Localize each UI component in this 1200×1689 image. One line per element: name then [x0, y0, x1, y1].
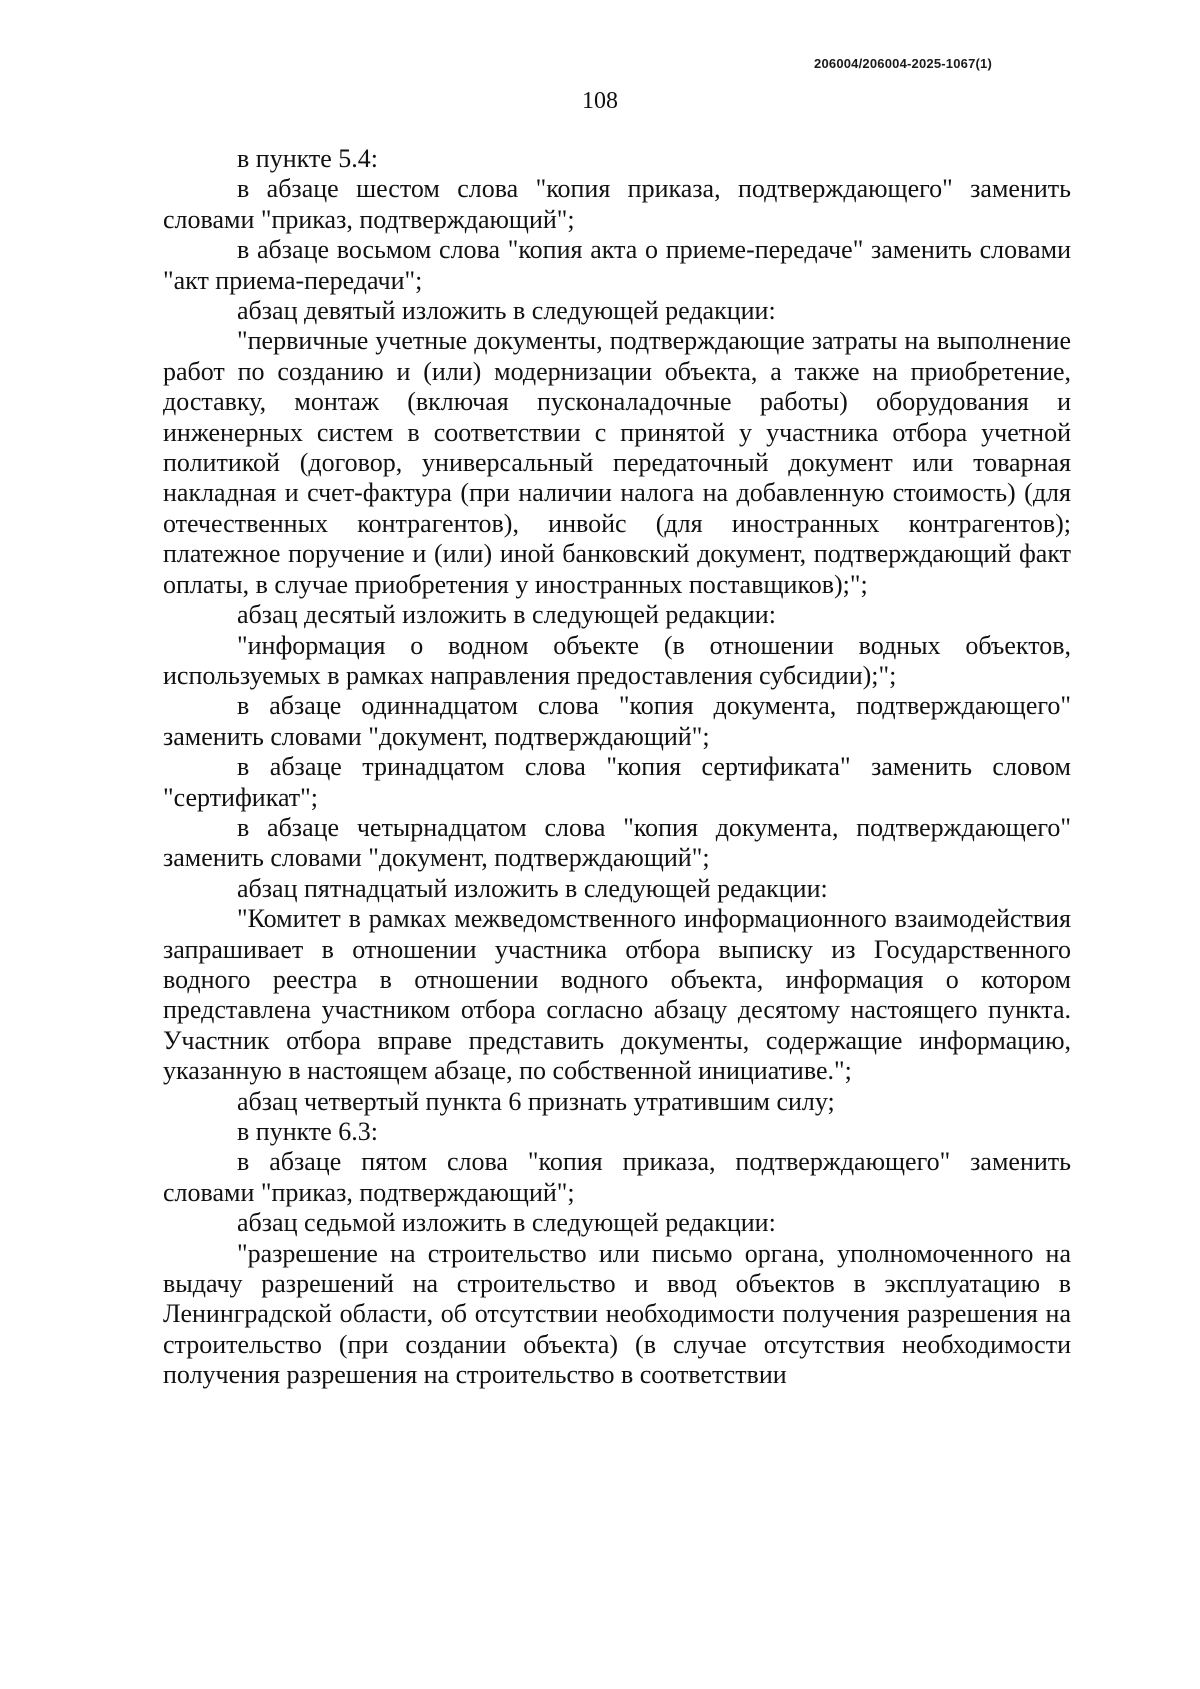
paragraph: абзац девятый изложить в следующей редакции: [237, 296, 776, 326]
paragraph: абзац четвертый пункта 6 признать утратившим силу; [237, 1086, 835, 1116]
paragraph: абзац десятый изложить в следующей редакции: [237, 600, 776, 630]
paragraph: в пункте 5.4: [237, 144, 379, 173]
paragraph: в абзаце одиннадцатом слова "копия документа, подтверждающего" заменить словами "документ, подтверждающий"; [163, 691, 1071, 751]
page-number: 108 [582, 88, 618, 114]
paragraph: в абзаце тринадцатом слова "копия сертификата" заменить словом "сертификат"; [163, 752, 1071, 812]
paragraph: в абзаце шестом слова "копия приказа, подтверждающего" заменить словами "приказ, подтверждающий"; [163, 174, 1071, 234]
paragraph: в пункте 6.3: [237, 1117, 379, 1146]
paragraph: в абзаце четырнадцатом слова "копия документа, подтверждающего" заменить словами "документ, подтверждающий"; [163, 812, 1071, 873]
paragraph: абзац седьмой изложить в следующей редакции: [237, 1208, 776, 1238]
paragraph: "первичные учетные документы, подтверждающие затраты на выполнение работ по созданию и (или) модернизации объекта, а также на приобретение, доставку, монтаж (включая пусконаладочные работы) оборудования и инженерных систем в соответствии с принятой у участника отбора учетной политикой (договор, универсальный передаточный документ или товарная накладная и счет-фактура (при наличии налога на добавленную стоимость) (для отечественных контрагентов), инвойс (для иностранных контрагентов); платежное поручение и (или) иной банковский документ, подтверждающий факт оплаты, в случае приобретения у иностранных поставщиков);"; [163, 326, 1071, 599]
document-registration-number: 206004/206004-2025-1067(1) [814, 56, 992, 71]
paragraph: "информация о водном объекте (в отношении водных объектов, используемых в рамках направления предоставления субсидии);"; [163, 630, 1071, 690]
paragraph: "разрешение на строительство или письмо органа, уполномоченного на выдачу разрешений на строительство и ввод объектов в эксплуатацию в Ленинградской области, об отсутствии необходимости получения разрешения на строительство (при создании объекта) (в случае отсутствия необходимости получения разрешения на строительство в соответствии [163, 1238, 1071, 1390]
paragraph: абзац пятнадцатый изложить в следующей редакции: [237, 873, 828, 903]
document-body [163, 144, 1071, 1391]
paragraph: "Комитет в рамках межведомственного информационного взаимодействия запрашивает в отношении участника отбора выписку из Государственного водного реестра в отношении водного объекта, информация о котором представлена участником отбора согласно абзацу десятому настоящего пункта. Участник отбора вправе представить документы, содержащие информацию, указанную в настоящем абзаце, по собственной инициативе."; [163, 904, 1071, 1086]
paragraph: в абзаце восьмом слова "копия акта о приеме-передаче" заменить словами "акт приема-передачи"; [163, 235, 1071, 295]
paragraph: в абзаце пятом слова "копия приказа, подтверждающего" заменить словами "приказ, подтверждающий"; [163, 1147, 1071, 1207]
